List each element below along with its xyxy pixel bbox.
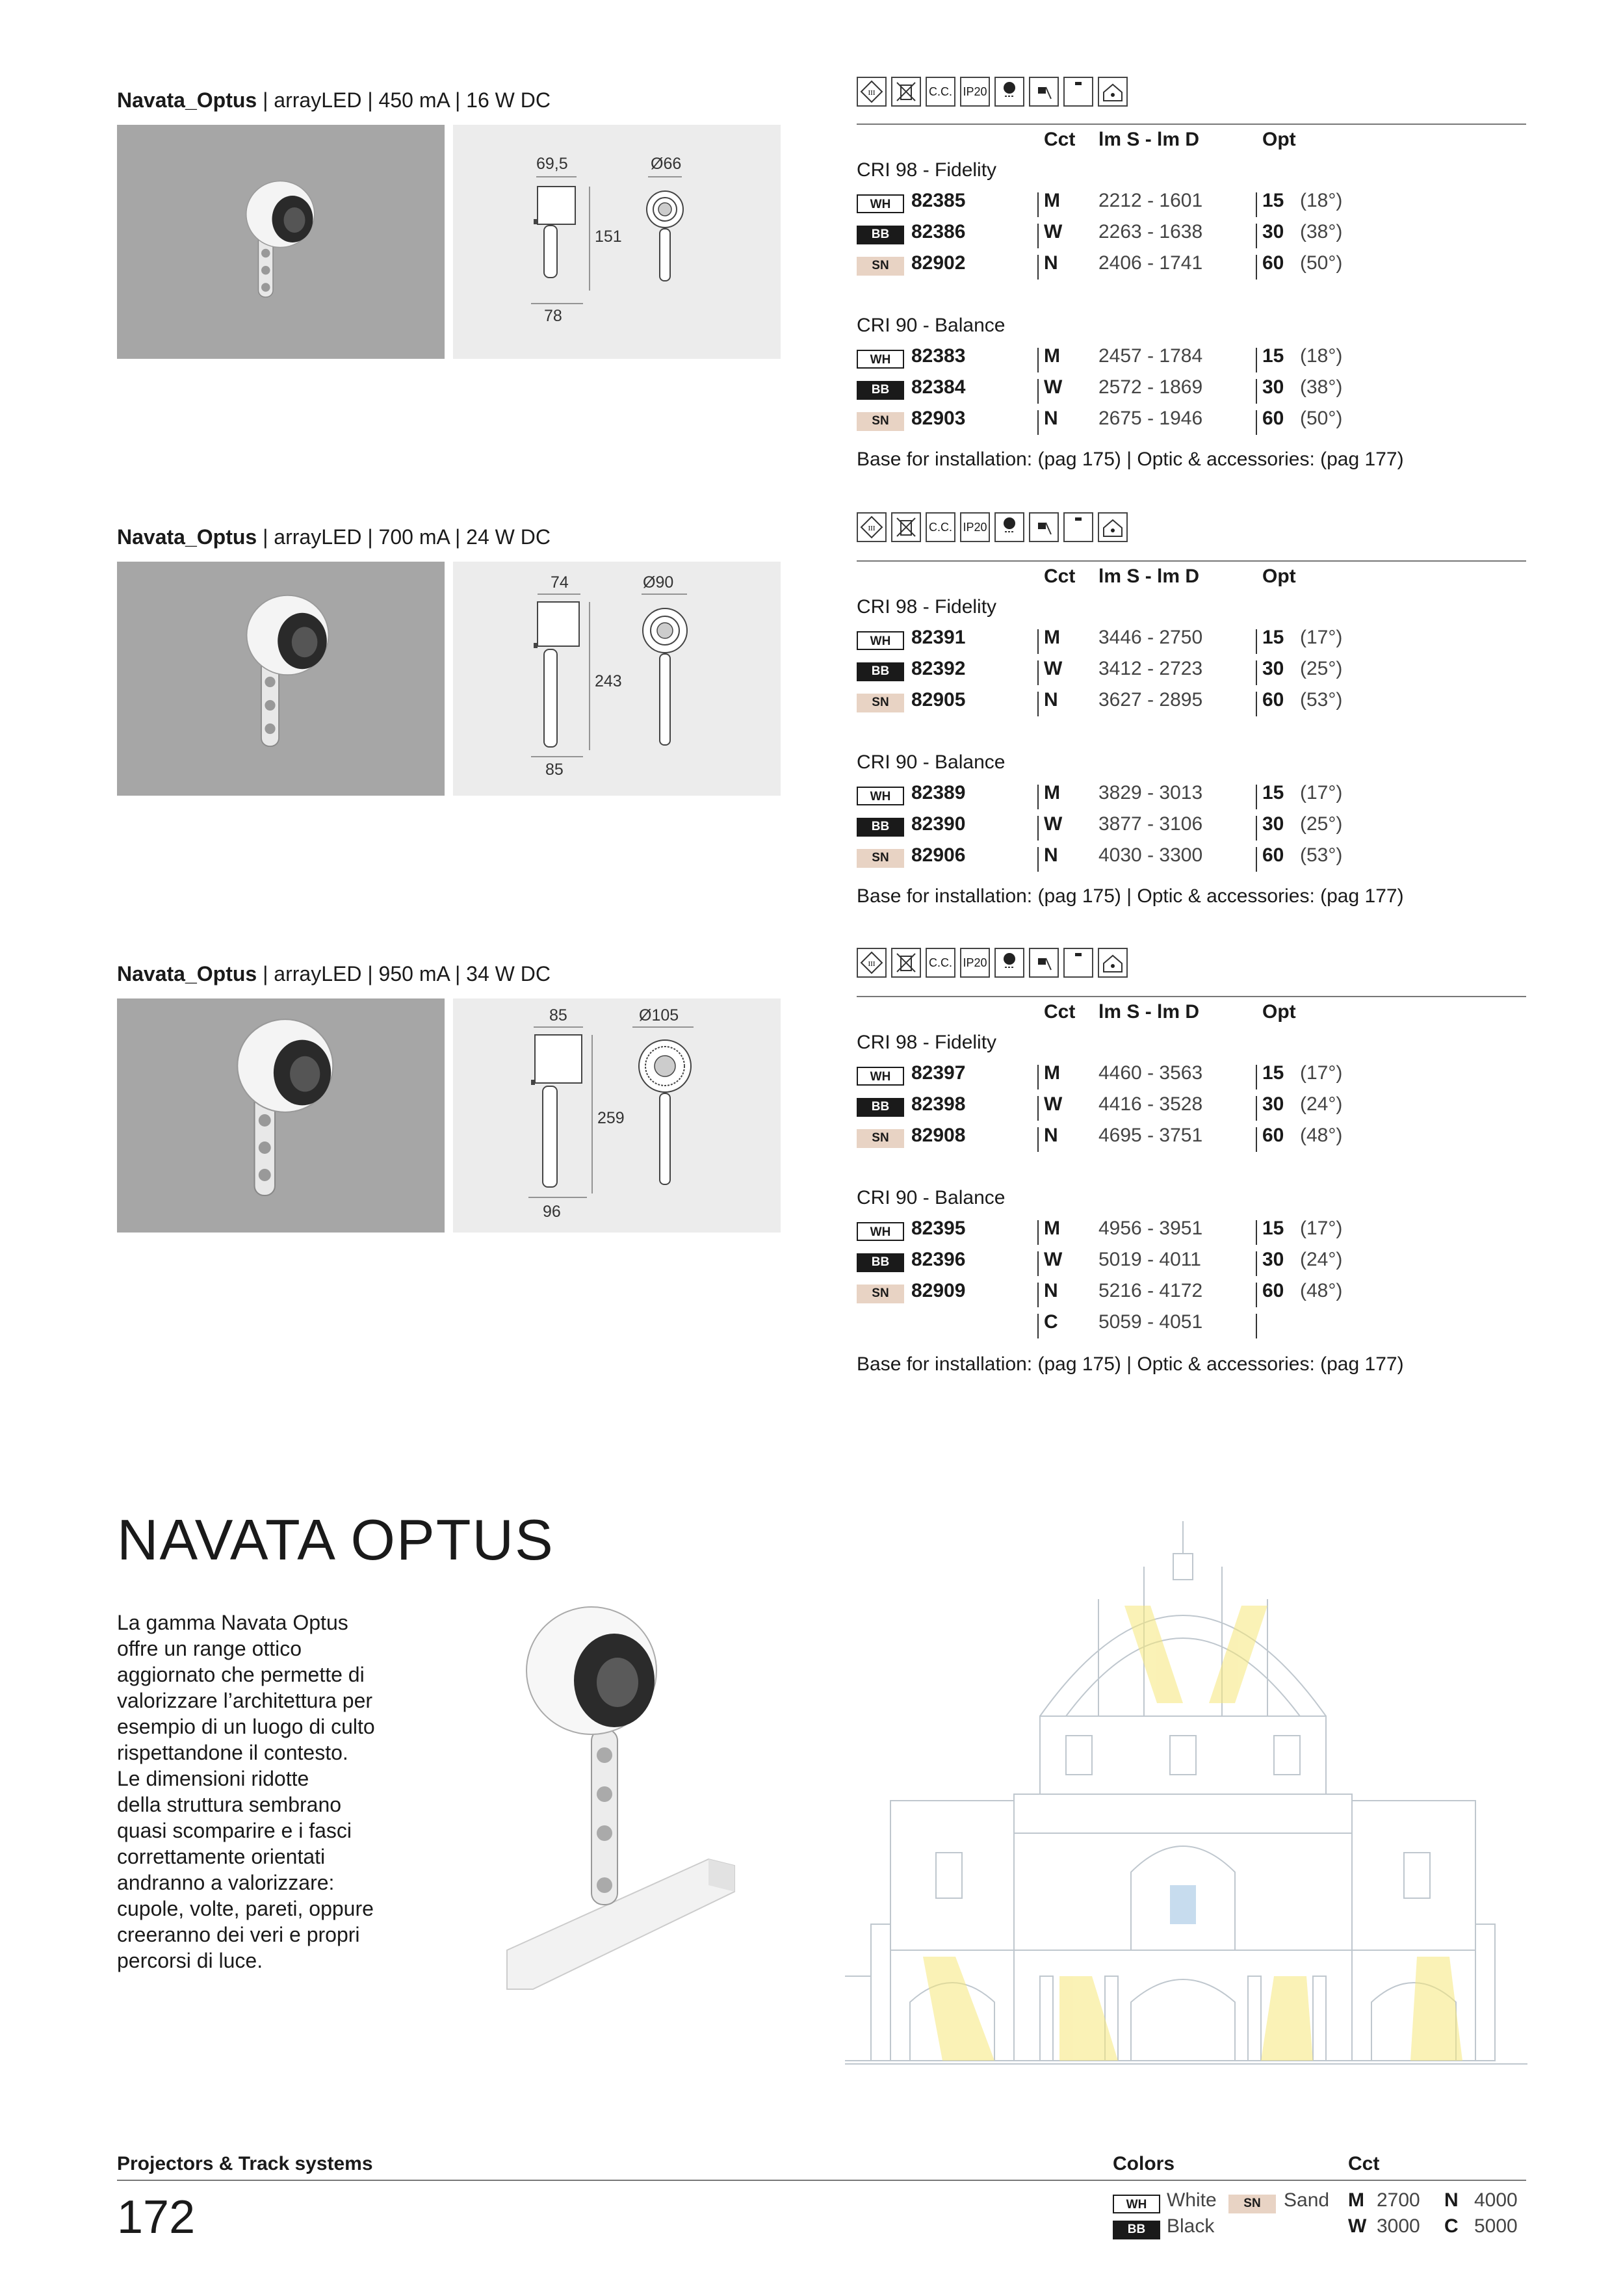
cct-label: Cct — [1348, 2153, 1380, 2174]
certification-icons — [857, 512, 1128, 542]
weee-bin-icon — [891, 512, 921, 542]
beam-angle: (17°) — [1300, 1218, 1343, 1239]
table-row — [857, 408, 1526, 439]
group-label: CRI 90 - Balance — [857, 315, 1006, 336]
cct-kelvin: 4000 — [1474, 2189, 1518, 2211]
installation-note: Base for installation: (pag 175) | Optic & accessories: (pag 177) — [857, 885, 1404, 907]
lumen-value: 4460 - 3563 — [1098, 1062, 1203, 1084]
dim-height: 151 — [595, 228, 622, 246]
lumen-value: 4695 - 3751 — [1098, 1125, 1203, 1146]
colors-label: Colors — [1113, 2153, 1175, 2174]
table-row — [857, 1218, 1526, 1249]
header-optic: Opt — [1262, 1001, 1296, 1023]
description-line: aggiornato che permette di — [117, 1663, 365, 1686]
flag-icon — [1029, 77, 1059, 107]
optic-value: 15 — [1262, 1062, 1284, 1084]
product-code: 82902 — [911, 252, 966, 274]
product-code: 82397 — [911, 1062, 966, 1084]
cct-value: M — [1044, 1218, 1060, 1239]
table-row — [857, 252, 1526, 283]
header-cct: Cct — [1044, 1001, 1076, 1023]
dim-width: 85 — [549, 1006, 567, 1024]
adjustable-head-icon — [994, 948, 1024, 978]
table-row — [857, 813, 1526, 844]
cct-value: W — [1044, 658, 1063, 679]
product-code: 82909 — [911, 1280, 966, 1301]
product-code: 82908 — [911, 1125, 966, 1146]
dim-width: 69,5 — [536, 155, 568, 173]
table-row — [857, 658, 1526, 689]
product-code: 82398 — [911, 1093, 966, 1115]
lumen-value: 2263 - 1638 — [1098, 221, 1203, 242]
color-badge: BB — [857, 226, 904, 244]
product-code: 82395 — [911, 1218, 966, 1239]
beam-angle: (24°) — [1300, 1093, 1343, 1115]
product-code: 82390 — [911, 813, 966, 835]
cct-value: N — [1044, 689, 1058, 711]
color-badge: SN — [857, 694, 904, 712]
color-badge: WH — [857, 1067, 904, 1086]
cct-value: N — [1044, 252, 1058, 274]
table-row — [857, 1125, 1526, 1156]
lumen-value: 3829 - 3013 — [1098, 782, 1203, 803]
certification-icons — [857, 948, 1128, 978]
table-row — [857, 1249, 1526, 1280]
product-photo — [117, 125, 445, 359]
ip20-icon: IP20 — [960, 948, 990, 978]
table-row — [857, 1311, 1526, 1342]
dim-base: 78 — [544, 307, 562, 325]
lumen-value: 4956 - 3951 — [1098, 1218, 1203, 1239]
drawing-lines — [453, 562, 781, 796]
dim-diameter: Ø105 — [639, 1006, 679, 1024]
lumen-value: 2457 - 1784 — [1098, 345, 1203, 367]
color-badge: WH — [857, 1222, 904, 1241]
optic-value: 15 — [1262, 627, 1284, 648]
optic-value: 15 — [1262, 782, 1284, 803]
description-line: della struttura sembrano — [117, 1793, 342, 1816]
product-code: 82905 — [911, 689, 966, 711]
optic-value: 30 — [1262, 376, 1284, 398]
beam-angle: (38°) — [1300, 376, 1343, 398]
dim-base: 85 — [545, 761, 564, 779]
table-row — [857, 1062, 1526, 1093]
lumen-value: 2675 - 1946 — [1098, 408, 1203, 429]
color-badge: BB — [857, 381, 904, 400]
lumen-value: 5019 - 4011 — [1098, 1249, 1201, 1270]
optic-value: 30 — [1262, 221, 1284, 242]
description-line: Le dimensioni ridotte — [117, 1767, 309, 1790]
product-code: 82903 — [911, 408, 966, 429]
description-line: creeranno dei veri e propri — [117, 1923, 360, 1946]
product-code: 82389 — [911, 782, 966, 803]
color-badge: SN — [857, 1129, 904, 1148]
ceiling-icon — [1063, 512, 1093, 542]
constant-current-icon: C.C. — [926, 512, 955, 542]
adjustable-head-icon — [994, 512, 1024, 542]
beam-angle: (53°) — [1300, 844, 1343, 866]
ip20-icon: IP20 — [960, 77, 990, 107]
optic-value: 60 — [1262, 408, 1284, 429]
description-line: cupole, volte, pareti, oppure — [117, 1897, 374, 1920]
cct-value: M — [1044, 190, 1060, 211]
beam-angle: (24°) — [1300, 1249, 1343, 1270]
table-row — [857, 1093, 1526, 1125]
optic-value: 60 — [1262, 252, 1284, 274]
description-line: rispettandone il contesto. — [117, 1741, 348, 1764]
description-line: quasi scomparire e i fasci — [117, 1819, 352, 1842]
ceiling-icon — [1063, 77, 1093, 107]
color-badge: BB — [857, 1098, 904, 1117]
optic-value: 30 — [1262, 1093, 1284, 1115]
lumen-value: 2406 - 1741 — [1098, 252, 1203, 274]
color-badge: SN — [857, 849, 904, 868]
spotlight-image — [117, 998, 445, 1233]
product-code: 82386 — [911, 221, 966, 242]
product-code: 82383 — [911, 345, 966, 367]
installation-note: Base for installation: (pag 175) | Optic & accessories: (pag 177) — [857, 1353, 1404, 1375]
table-row — [857, 1280, 1526, 1311]
product-code: 82391 — [911, 627, 966, 648]
group-label: CRI 98 - Fidelity — [857, 1032, 997, 1053]
class-iii-icon — [857, 77, 887, 107]
color-badge: BB — [857, 818, 904, 837]
cct-value: W — [1044, 376, 1063, 398]
table-row — [857, 376, 1526, 408]
cct-kelvin: 5000 — [1474, 2215, 1518, 2237]
cct-kelvin: 3000 — [1377, 2215, 1420, 2237]
optic-value: 60 — [1262, 844, 1284, 866]
description-line: esempio di un luogo di culto — [117, 1715, 375, 1738]
home-icon — [1098, 512, 1128, 542]
product-code: 82396 — [911, 1249, 966, 1270]
cct-kelvin: 2700 — [1377, 2189, 1420, 2211]
church-elevation-drawing — [845, 1508, 1527, 2067]
cct-code: N — [1444, 2189, 1459, 2211]
beam-angle: (50°) — [1300, 252, 1343, 274]
color-badge: SN — [857, 257, 904, 276]
cct-value: N — [1044, 1280, 1058, 1301]
beam-angle: (48°) — [1300, 1280, 1343, 1301]
table-row — [857, 345, 1526, 376]
optic-value: 30 — [1262, 813, 1284, 835]
optic-value: 15 — [1262, 190, 1284, 211]
section-title: Projectors & Track systems — [117, 2153, 373, 2174]
product-code: 82392 — [911, 658, 966, 679]
feature-description — [117, 1610, 375, 1974]
beam-angle: (18°) — [1300, 345, 1343, 367]
cct-value: N — [1044, 408, 1058, 429]
svg-text:III: III — [868, 89, 876, 97]
group-label: CRI 90 - Balance — [857, 751, 1006, 773]
lumen-value: 4030 - 3300 — [1098, 844, 1203, 866]
color-badge: BB — [857, 662, 904, 681]
technical-drawing — [453, 998, 781, 1233]
cct-value: W — [1044, 813, 1063, 835]
product-code: 82385 — [911, 190, 966, 211]
optic-value: 60 — [1262, 1280, 1284, 1301]
svg-text:III: III — [868, 525, 876, 532]
weee-bin-icon — [891, 948, 921, 978]
color-badge: WH — [857, 631, 904, 650]
lumen-value: 5216 - 4172 — [1098, 1280, 1203, 1301]
dim-diameter: Ø66 — [651, 155, 682, 173]
cct-code: C — [1444, 2215, 1459, 2237]
flag-icon — [1029, 948, 1059, 978]
group-label: CRI 98 - Fidelity — [857, 596, 997, 618]
color-badge: WH — [1113, 2195, 1160, 2213]
dim-height: 243 — [595, 672, 622, 690]
description-line: correttamente orientati — [117, 1845, 326, 1868]
footer-rule — [117, 2180, 1526, 2181]
color-name: Sand — [1284, 2189, 1330, 2211]
cct-value: W — [1044, 1093, 1063, 1115]
table-row — [857, 782, 1526, 813]
cct-code: W — [1348, 2215, 1367, 2237]
table-rule — [857, 560, 1526, 562]
class-iii-icon — [857, 512, 887, 542]
dim-diameter: Ø90 — [643, 573, 674, 592]
feature-product-image — [494, 1599, 754, 2015]
beam-angle: (17°) — [1300, 782, 1343, 803]
lumen-value: 3877 - 3106 — [1098, 813, 1203, 835]
cct-value: M — [1044, 1062, 1060, 1084]
table-row — [857, 190, 1526, 221]
spotlight-image — [117, 562, 445, 796]
cct-value: C — [1044, 1311, 1058, 1333]
color-badge: WH — [857, 787, 904, 805]
color-badge: SN — [857, 1285, 904, 1303]
beam-angle: (48°) — [1300, 1125, 1343, 1146]
class-iii-icon — [857, 948, 887, 978]
optic-value: 30 — [1262, 1249, 1284, 1270]
header-lumen: lm S - lm D — [1098, 1001, 1200, 1023]
beam-angle: (18°) — [1300, 190, 1343, 211]
group-label: CRI 90 - Balance — [857, 1187, 1006, 1208]
header-cct: Cct — [1044, 129, 1076, 150]
product-title: Navata_Optus | arrayLED | 700 mA | 24 W DC — [117, 525, 551, 549]
table-row — [857, 689, 1526, 720]
product-title: Navata_Optus | arrayLED | 450 mA | 16 W DC — [117, 88, 551, 112]
ceiling-icon — [1063, 948, 1093, 978]
cct-value: M — [1044, 345, 1060, 367]
flag-icon — [1029, 512, 1059, 542]
dim-width: 74 — [551, 573, 569, 592]
spotlight-image — [117, 125, 445, 359]
dim-base: 96 — [543, 1203, 561, 1221]
description-line: percorsi di luce. — [117, 1949, 263, 1972]
lumen-value: 3412 - 2723 — [1098, 658, 1203, 679]
header-optic: Opt — [1262, 566, 1296, 587]
constant-current-icon: C.C. — [926, 948, 955, 978]
table-row — [857, 221, 1526, 252]
header-lumen: lm S - lm D — [1098, 129, 1200, 150]
group-label: CRI 98 - Fidelity — [857, 159, 997, 181]
color-badge: SN — [857, 412, 904, 431]
beam-angle: (25°) — [1300, 813, 1343, 835]
color-name: White — [1167, 2189, 1217, 2211]
certification-icons — [857, 77, 1128, 107]
table-row — [857, 844, 1526, 876]
lumen-value: 5059 - 4051 — [1098, 1311, 1203, 1333]
cct-value: W — [1044, 221, 1063, 242]
beam-angle: (25°) — [1300, 658, 1343, 679]
weee-bin-icon — [891, 77, 921, 107]
optic-value: 60 — [1262, 689, 1284, 711]
drawing-lines — [453, 125, 781, 359]
technical-drawing — [453, 562, 781, 796]
home-icon — [1098, 77, 1128, 107]
table-rule — [857, 996, 1526, 997]
home-icon — [1098, 948, 1128, 978]
cct-value: W — [1044, 1249, 1063, 1270]
lumen-value: 3627 - 2895 — [1098, 689, 1203, 711]
color-name: Black — [1167, 2215, 1215, 2237]
color-badge: WH — [857, 350, 904, 369]
color-badge: BB — [1113, 2221, 1160, 2239]
product-title: Navata_Optus | arrayLED | 950 mA | 34 W DC — [117, 962, 551, 985]
description-line: valorizzare l’architettura per — [117, 1689, 373, 1712]
header-cct: Cct — [1044, 566, 1076, 587]
ip20-icon: IP20 — [960, 512, 990, 542]
beam-angle: (38°) — [1300, 221, 1343, 242]
cct-value: M — [1044, 627, 1060, 648]
table-rule — [857, 124, 1526, 125]
page-number: 172 — [117, 2191, 196, 2243]
beam-angle: (17°) — [1300, 1062, 1343, 1084]
color-badge: SN — [1228, 2195, 1276, 2213]
optic-value: 15 — [1262, 1218, 1284, 1239]
drawing-lines — [453, 998, 781, 1233]
technical-drawing — [453, 125, 781, 359]
page-title: NAVATA OPTUS — [117, 1507, 554, 1572]
beam-angle: (50°) — [1300, 408, 1343, 429]
product-code: 82384 — [911, 376, 966, 398]
optic-value: 15 — [1262, 345, 1284, 367]
description-line: andranno a valorizzare: — [117, 1871, 335, 1894]
table-row — [857, 627, 1526, 658]
constant-current-icon: C.C. — [926, 77, 955, 107]
svg-text:III: III — [868, 960, 876, 968]
description-line: offre un range ottico — [117, 1637, 302, 1660]
adjustable-head-icon — [994, 77, 1024, 107]
color-badge: BB — [857, 1253, 904, 1272]
optic-value: 30 — [1262, 658, 1284, 679]
beam-angle: (17°) — [1300, 627, 1343, 648]
cct-value: N — [1044, 1125, 1058, 1146]
header-lumen: lm S - lm D — [1098, 566, 1200, 587]
product-photo — [117, 562, 445, 796]
product-photo — [117, 998, 445, 1233]
beam-angle: (53°) — [1300, 689, 1343, 711]
lumen-value: 4416 - 3528 — [1098, 1093, 1203, 1115]
header-optic: Opt — [1262, 129, 1296, 150]
description-line: La gamma Navata Optus — [117, 1611, 348, 1634]
cct-value: M — [1044, 782, 1060, 803]
lumen-value: 3446 - 2750 — [1098, 627, 1203, 648]
cct-code: M — [1348, 2189, 1364, 2211]
cct-value: N — [1044, 844, 1058, 866]
lumen-value: 2572 - 1869 — [1098, 376, 1203, 398]
lumen-value: 2212 - 1601 — [1098, 190, 1203, 211]
installation-note: Base for installation: (pag 175) | Optic & accessories: (pag 177) — [857, 449, 1404, 470]
optic-value: 60 — [1262, 1125, 1284, 1146]
color-badge: WH — [857, 194, 904, 213]
dim-height: 259 — [597, 1109, 625, 1127]
product-code: 82906 — [911, 844, 966, 866]
